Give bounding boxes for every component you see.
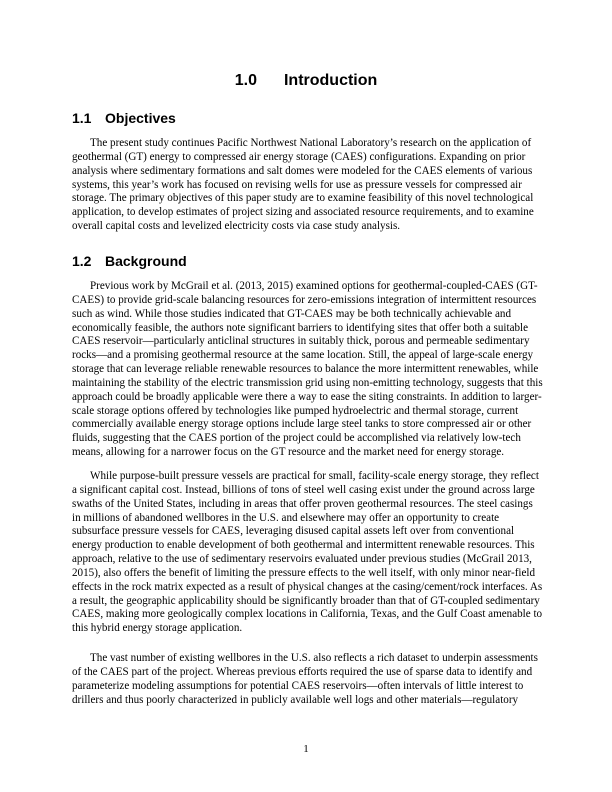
text-line: maintaining the stability of the electric transmission grid using non-emitting technology, suggests that this (72, 376, 543, 389)
section-number: 1.1 (72, 110, 92, 126)
paragraph-background-2 (72, 470, 542, 636)
text-line: 2015), also offers the benefit of limiting the pressure effects to the well itself, with only minor near-field (72, 566, 536, 579)
text-line: approach could be broadly applicable were there a way to ease the siting constraints. In addition to larger- (72, 390, 542, 403)
text-line: geothermal (GT) energy to compressed air energy storage (CAES) configurations. Expanding on prior (72, 150, 526, 163)
paragraph-background-1 (72, 280, 542, 460)
text-line: CAES reservoir—particularly anticlinal structures in suitably thick, porous and permeable sedimentary (72, 335, 530, 348)
page-number: 1 (303, 743, 309, 755)
text-line: analysis where sedimentary formations and salt domes were modeled for the CAES elements of various (72, 164, 533, 177)
text-line: commercially available energy storage options include large steel tanks to store compressed air or other (72, 418, 532, 431)
text-line: CAES, making more geologically complex locations in California, Texas, and the Gulf Coast amenable to (72, 608, 543, 621)
text-line: this hybrid energy storage application. (72, 622, 243, 635)
chapter-title (0, 71, 612, 91)
text-line: While purpose-built pressure vessels are practical for small, facility-scale energy storage, they reflect (90, 470, 539, 482)
text-line: drillers and thus poorly characterized in publicly available well logs and other materials—regulatory (72, 693, 519, 706)
text-line: a result, the geographic applicability should be significantly broader than that of GT-coupled sedimentary (72, 594, 540, 607)
text-line: parameterize modeling assumptions for potential CAES reservoirs—often intervals of little interest to (72, 679, 524, 692)
text-line: economically feasible, the authors note significant barriers to identifying sites that offer both a suitable (72, 321, 529, 334)
text-line: The present study continues Pacific Northwest National Laboratory’s research on the application of (90, 137, 532, 149)
paragraph-objectives-1 (72, 137, 542, 234)
text-line: fluids, suggesting that the CAES portion of the project could be accomplished via relatively low-tech (72, 432, 521, 445)
text-line: swaths of the United States, including in areas that offer proven geothermal resources. The steel casings (72, 497, 533, 510)
text-line: subsurface pressure vessels for CAES, leveraging disused capital assets left over from conventional (72, 525, 515, 538)
text-line: effects in the rock matrix expected as a result of physical changes at the casing/cement/rock interfaces. As (72, 580, 543, 593)
text-line: approach, relative to the use of sedimentary reservoirs evaluated under previous studies (McGrail 2013, (72, 553, 532, 566)
section-number: 1.2 (72, 253, 92, 269)
text-line: Previous work by McGrail et al. (2013, 2015) examined options for geothermal-coupled-CAES (GT- (90, 280, 538, 292)
paragraph-background-3 (72, 652, 542, 707)
text-line: means, allowing for a narrower focus on the GT resource and the market need for energy storage. (72, 446, 505, 459)
section-heading-objectives (72, 109, 176, 127)
text-line: application, to develop estimates of project sizing and associated resource requirements, and to examine (72, 206, 534, 219)
section-title: Background (105, 253, 187, 269)
section-heading-background (72, 252, 187, 270)
text-line: CAES) to provide grid-scale balancing resources for zero-emissions integration of intermittent resources (72, 293, 537, 306)
chapter-title-text: Introduction (283, 72, 378, 89)
text-line: overall capital costs and levelized electricity costs via case study analysis. (72, 220, 401, 233)
chapter-number: 1.0 (234, 72, 257, 89)
text-line: scale storage options offered by technologies like pumped hydroelectric and thermal storage, current (72, 404, 519, 417)
text-line: energy production to enable development of both geothermal and intermittent renewable resources. This (72, 539, 535, 552)
text-line: a significant capital cost. Instead, billions of tons of steel well casing exist under the ground across large (72, 483, 535, 496)
text-line: such as wind. While those studies indicated that GT-CAES may be both technically achievable and (72, 307, 512, 320)
text-line: storage that can leverage reliable renewable resources to balance the more intermittent renewables, while (72, 363, 539, 376)
text-line: in millions of abandoned wellbores in the U.S. and elsewhere may offer an opportunity to create (72, 511, 500, 524)
text-line: The vast number of existing wellbores in the U.S. also reflects a rich dataset to underpin assessments (90, 652, 538, 664)
text-line: systems, this year’s work has focused on revising wells for use as pressure vessels for compressed air (72, 178, 522, 191)
text-line: of the CAES part of the project. Whereas previous efforts required the use of sparse data to identify and (72, 665, 533, 678)
section-title: Objectives (105, 110, 176, 126)
text-line: rocks—and a promising geothermal resource at the same location. Still, the appeal of large-scale energy (72, 349, 534, 362)
text-line: storage. The primary objectives of this paper study are to examine feasibility of this novel technological (72, 192, 534, 205)
